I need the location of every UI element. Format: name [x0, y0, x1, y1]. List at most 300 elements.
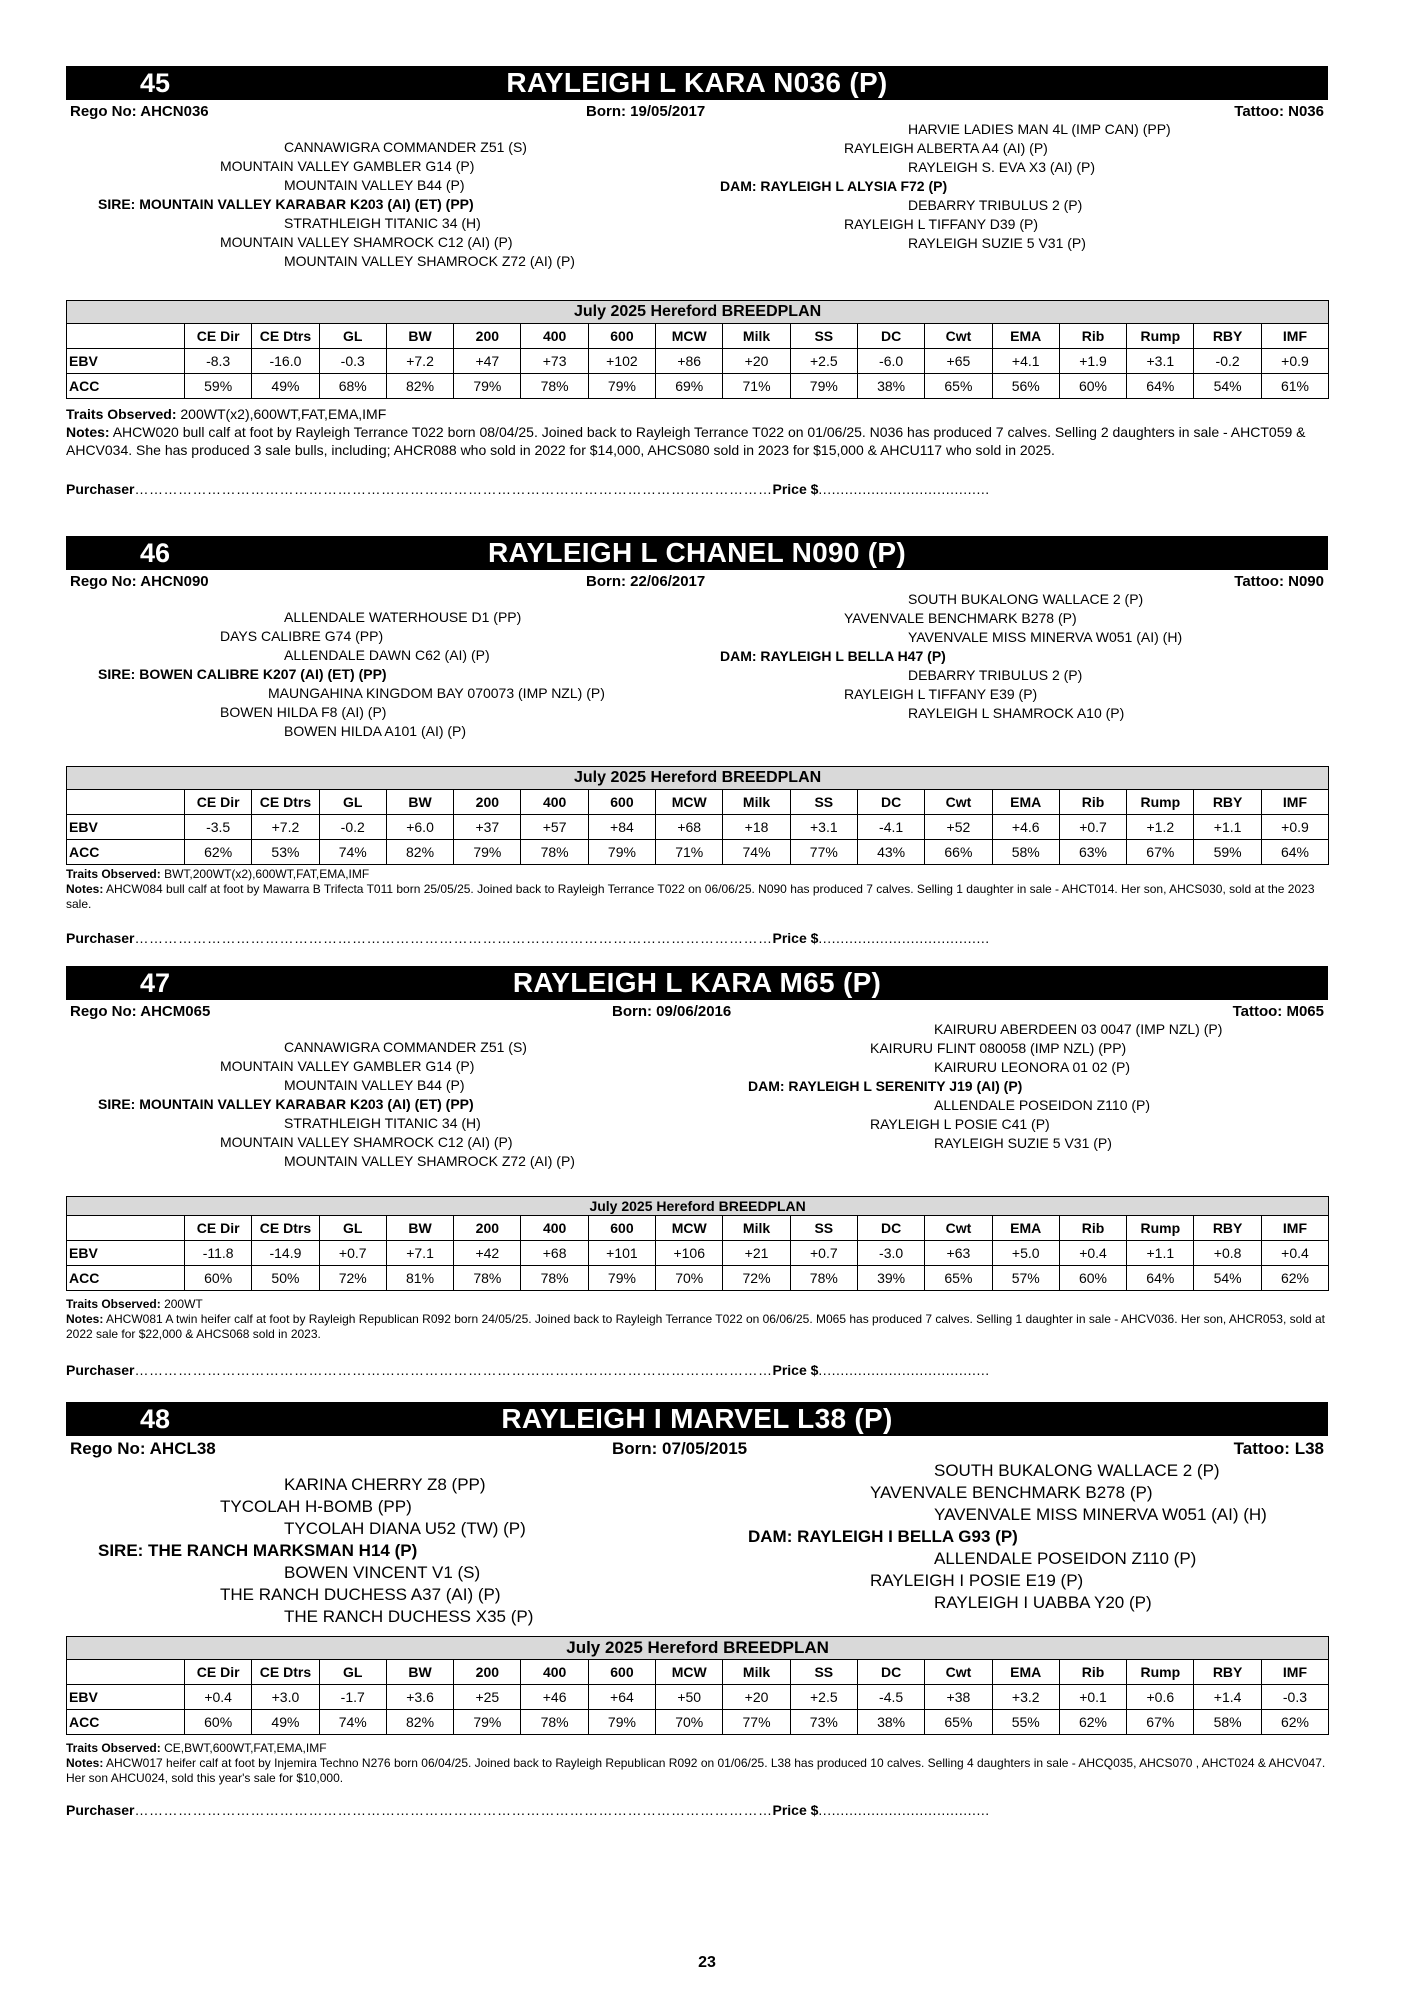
- breedplan-header-row: [67, 1660, 1329, 1685]
- ebv-cell: -16.0: [252, 349, 319, 374]
- pedigree-sire-granddam-dam: MOUNTAIN VALLEY SHAMROCK Z72 (AI) (P): [284, 1153, 575, 1169]
- ebv-cell: +7.2: [252, 815, 319, 840]
- traits-label: Traits Observed:: [66, 1297, 161, 1311]
- pedigree-dam-grandsire: YAVENVALE BENCHMARK B278 (P): [870, 1483, 1153, 1502]
- lot-47: [66, 966, 1328, 1380]
- header-cwt: Cwt: [925, 324, 992, 349]
- ebv-cell: +42: [454, 1241, 521, 1266]
- lot-notes: [66, 867, 1328, 912]
- header-dc: DC: [857, 790, 924, 815]
- price-label: Price $: [772, 481, 819, 497]
- acc-row: [67, 840, 1329, 865]
- acc-cell: 67%: [1127, 840, 1194, 865]
- header-imf: IMF: [1261, 324, 1328, 349]
- ebv-cell: +47: [454, 349, 521, 374]
- header-rby: RBY: [1194, 1216, 1261, 1241]
- lot-number: 45: [140, 68, 171, 98]
- header-imf: IMF: [1261, 1660, 1328, 1685]
- pedigree-sire-grandsire-dam: TYCOLAH DIANA U52 (TW) (P): [284, 1519, 526, 1538]
- acc-cell: 39%: [857, 1266, 924, 1291]
- ebv-cell: +38: [925, 1685, 992, 1710]
- pedigree-sire-granddam-sire: BOWEN VINCENT V1 (S): [284, 1563, 481, 1582]
- pedigree-sire-granddam-sire: MAUNGAHINA KINGDOM BAY 070073 (IMP NZL) (P): [268, 685, 605, 701]
- pedigree-dam-grandsire-sire: KAIRURU ABERDEEN 03 0047 (IMP NZL) (P): [934, 1021, 1223, 1037]
- lot-animal-name: RAYLEIGH I MARVEL L38 (P): [501, 1403, 893, 1434]
- header-rib: Rib: [1059, 790, 1126, 815]
- header-200: 200: [454, 324, 521, 349]
- acc-cell: 62%: [185, 840, 252, 865]
- ebv-cell: +0.4: [1059, 1241, 1126, 1266]
- ebv-cell: +3.1: [1127, 349, 1194, 374]
- header-ce-dir: CE Dir: [185, 790, 252, 815]
- header-ema: EMA: [992, 790, 1059, 815]
- header-mcw: MCW: [656, 790, 723, 815]
- acc-cell: 64%: [1127, 374, 1194, 399]
- acc-cell: 65%: [925, 374, 992, 399]
- tattoo: Tattoo: M065: [1232, 1003, 1324, 1020]
- lot-info-row: [66, 570, 1328, 590]
- acc-cell: 70%: [656, 1266, 723, 1291]
- acc-cell: 49%: [252, 374, 319, 399]
- traits-value: 200WT: [164, 1297, 203, 1311]
- ebv-cell: +21: [723, 1241, 790, 1266]
- header-gl: GL: [319, 1216, 386, 1241]
- header-ce-dir: CE Dir: [185, 1216, 252, 1241]
- notes-text: [66, 1312, 1328, 1342]
- ebv-row-label: EBV: [67, 349, 185, 374]
- acc-cell: 82%: [386, 840, 453, 865]
- acc-cell: 60%: [185, 1710, 252, 1735]
- breedplan-table: [66, 766, 1329, 865]
- header-bw: BW: [386, 324, 453, 349]
- acc-cell: 71%: [723, 374, 790, 399]
- pedigree-dam-grandsire-dam: RAYLEIGH S. EVA X3 (AI) (P): [908, 159, 1095, 175]
- rego-number: Rego No: AHCN090: [70, 573, 209, 590]
- traits-label: Traits Observed:: [66, 406, 177, 422]
- birth-date: Born: 19/05/2017: [586, 103, 706, 120]
- purchaser-line: Purchaser……………………………………………………………………………………………………………………Price $.......................................: [66, 1362, 990, 1378]
- notes-label: Notes:: [66, 424, 110, 440]
- breedplan-title: July 2025 Hereford BREEDPLAN: [67, 767, 1329, 790]
- pedigree-dam-grandsire-sire: SOUTH BUKALONG WALLACE 2 (P): [908, 591, 1144, 607]
- birth-date: Born: 07/05/2015: [612, 1439, 748, 1458]
- birth-date: Born: 22/06/2017: [586, 573, 706, 590]
- ebv-cell: -6.0: [857, 349, 924, 374]
- purchaser-line: Purchaser……………………………………………………………………………………………………………………Price $.......................................: [66, 1802, 990, 1818]
- pedigree-sire-granddam: THE RANCH DUCHESS A37 (AI) (P): [220, 1585, 501, 1604]
- ebv-cell: +0.4: [1261, 1241, 1328, 1266]
- header-ce-dtrs: CE Dtrs: [252, 1216, 319, 1241]
- pedigree-sire-granddam-dam: BOWEN HILDA A101 (AI) (P): [284, 723, 467, 739]
- header-600: 600: [588, 790, 655, 815]
- pedigree-dam-grandsire-sire: SOUTH BUKALONG WALLACE 2 (P): [934, 1461, 1220, 1480]
- ebv-cell: +2.5: [790, 349, 857, 374]
- ebv-cell: +84: [588, 815, 655, 840]
- acc-cell: 79%: [454, 1710, 521, 1735]
- header-mcw: MCW: [656, 324, 723, 349]
- pedigree-sire-granddam-dam: MOUNTAIN VALLEY SHAMROCK Z72 (AI) (P): [284, 253, 575, 269]
- lot-banner: [66, 1402, 1328, 1436]
- ebv-cell: +0.6: [1127, 1685, 1194, 1710]
- acc-cell: 78%: [790, 1266, 857, 1291]
- acc-cell: 60%: [1059, 1266, 1126, 1291]
- pedigree: [66, 590, 1328, 766]
- lot-46: [66, 536, 1328, 948]
- header-cwt: Cwt: [925, 1660, 992, 1685]
- ebv-cell: +7.1: [386, 1241, 453, 1266]
- pedigree-sire-granddam-sire: STRATHLEIGH TITANIC 34 (H): [284, 1115, 481, 1131]
- pedigree: [66, 1460, 1328, 1636]
- rego-number: Rego No: AHCL38: [70, 1439, 216, 1458]
- acc-cell: 61%: [1261, 374, 1328, 399]
- ebv-row: [67, 815, 1329, 840]
- pedigree-dam-grandsire-dam: YAVENVALE MISS MINERVA W051 (AI) (H): [908, 629, 1183, 645]
- ebv-cell: +0.9: [1261, 815, 1328, 840]
- pedigree-dam: DAM: RAYLEIGH I BELLA G93 (P): [748, 1527, 1018, 1546]
- price-label: Price $: [772, 1362, 819, 1378]
- header-200: 200: [454, 790, 521, 815]
- notes-value: AHCW017 heifer calf at foot by Injemira Techno N276 born 06/04/25. Joined back to Rayleigh Republican R092 on 01/06/25. L38 has produced 10 calves. Selling 4 daughters in sale - AHCQ035, AHCS070 , AHCT024 & AHCV047. Her son AHCU024, sold this year's sale for $10,000.: [66, 1756, 1326, 1785]
- header-blank: [67, 1660, 185, 1685]
- ebv-cell: -14.9: [252, 1241, 319, 1266]
- header-400: 400: [521, 1216, 588, 1241]
- acc-cell: 78%: [521, 1266, 588, 1291]
- header-400: 400: [521, 324, 588, 349]
- traits-value: BWT,200WT(x2),600WT,FAT,EMA,IMF: [164, 867, 370, 881]
- lot-number: 48: [140, 1404, 171, 1434]
- header-600: 600: [588, 324, 655, 349]
- pedigree-dam-granddam-dam: RAYLEIGH SUZIE 5 V31 (P): [908, 235, 1086, 251]
- pedigree-sire-grandsire-sire: CANNAWIGRA COMMANDER Z51 (S): [284, 139, 527, 155]
- notes-text: [66, 1756, 1328, 1786]
- acc-cell: 77%: [790, 840, 857, 865]
- header-cwt: Cwt: [925, 1216, 992, 1241]
- ebv-cell: +3.2: [992, 1685, 1059, 1710]
- acc-cell: 50%: [252, 1266, 319, 1291]
- acc-row: [67, 1710, 1329, 1735]
- traits-label: Traits Observed:: [66, 867, 161, 881]
- ebv-cell: +2.5: [790, 1685, 857, 1710]
- breedplan-table: [66, 1196, 1329, 1291]
- acc-cell: 78%: [454, 1266, 521, 1291]
- traits-observed: [66, 1297, 1328, 1312]
- header-ss: SS: [790, 324, 857, 349]
- acc-cell: 78%: [521, 374, 588, 399]
- pedigree-sire-grandsire-dam: ALLENDALE DAWN C62 (AI) (P): [284, 647, 490, 663]
- header-dc: DC: [857, 324, 924, 349]
- header-rump: Rump: [1127, 1216, 1194, 1241]
- acc-cell: 74%: [723, 840, 790, 865]
- ebv-cell: +102: [588, 349, 655, 374]
- ebv-cell: +68: [656, 815, 723, 840]
- pedigree-dam-grandsire-dam: KAIRURU LEONORA 01 02 (P): [934, 1059, 1131, 1075]
- pedigree-sire-grandsire: MOUNTAIN VALLEY GAMBLER G14 (P): [220, 1058, 475, 1074]
- acc-cell: 71%: [656, 840, 723, 865]
- acc-cell: 73%: [790, 1710, 857, 1735]
- breedplan-title: July 2025 Hereford BREEDPLAN: [67, 301, 1329, 324]
- header-ema: EMA: [992, 1660, 1059, 1685]
- acc-cell: 72%: [319, 1266, 386, 1291]
- ebv-cell: +68: [521, 1241, 588, 1266]
- birth-date: Born: 09/06/2016: [612, 1003, 732, 1020]
- ebv-cell: +101: [588, 1241, 655, 1266]
- header-rump: Rump: [1127, 1660, 1194, 1685]
- breedplan-table: [66, 300, 1329, 399]
- header-rby: RBY: [1194, 790, 1261, 815]
- traits-value: CE,BWT,600WT,FAT,EMA,IMF: [164, 1741, 327, 1755]
- ebv-cell: +46: [521, 1685, 588, 1710]
- acc-cell: 66%: [925, 840, 992, 865]
- price-label: Price $: [772, 1802, 819, 1818]
- ebv-cell: +7.2: [386, 349, 453, 374]
- header-ema: EMA: [992, 1216, 1059, 1241]
- lot-info-row: [66, 1436, 1328, 1460]
- header-rib: Rib: [1059, 1660, 1126, 1685]
- pedigree-dam-granddam-dam: RAYLEIGH SUZIE 5 V31 (P): [934, 1135, 1112, 1151]
- breedplan-title: July 2025 Hereford BREEDPLAN: [67, 1637, 1329, 1660]
- pedigree-sire-grandsire-sire: ALLENDALE WATERHOUSE D1 (PP): [284, 609, 522, 625]
- acc-cell: 58%: [992, 840, 1059, 865]
- ebv-cell: +1.1: [1127, 1241, 1194, 1266]
- ebv-cell: +20: [723, 1685, 790, 1710]
- pedigree-sire-granddam: MOUNTAIN VALLEY SHAMROCK C12 (AI) (P): [220, 234, 513, 250]
- header-bw: BW: [386, 790, 453, 815]
- header-rib: Rib: [1059, 1216, 1126, 1241]
- acc-cell: 57%: [992, 1266, 1059, 1291]
- ebv-cell: -4.5: [857, 1685, 924, 1710]
- lot-banner: [66, 536, 1328, 570]
- acc-cell: 79%: [588, 1710, 655, 1735]
- pedigree-dam-grandsire: RAYLEIGH ALBERTA A4 (AI) (P): [844, 140, 1048, 156]
- traits-observed: [66, 1741, 1328, 1756]
- tattoo: Tattoo: L38: [1233, 1439, 1324, 1458]
- ebv-cell: -0.3: [319, 349, 386, 374]
- acc-cell: 49%: [252, 1710, 319, 1735]
- acc-cell: 65%: [925, 1710, 992, 1735]
- ebv-row: [67, 1685, 1329, 1710]
- ebv-cell: -0.3: [1261, 1685, 1328, 1710]
- acc-cell: 78%: [521, 840, 588, 865]
- pedigree-sire-grandsire-sire: KARINA CHERRY Z8 (PP): [284, 1475, 486, 1494]
- acc-cell: 70%: [656, 1710, 723, 1735]
- lot-info-row: [66, 1000, 1328, 1020]
- ebv-cell: +0.7: [319, 1241, 386, 1266]
- purchaser-line: Purchaser……………………………………………………………………………………………………………………Price $.......................................: [66, 930, 990, 946]
- pedigree-sire-grandsire: TYCOLAH H-BOMB (PP): [220, 1497, 412, 1516]
- ebv-cell: +0.9: [1261, 349, 1328, 374]
- lot-banner: [66, 66, 1328, 100]
- acc-cell: 38%: [857, 1710, 924, 1735]
- pedigree-dam-granddam: RAYLEIGH L POSIE C41 (P): [870, 1116, 1050, 1132]
- header-rump: Rump: [1127, 324, 1194, 349]
- purchaser-line: Purchaser……………………………………………………………………………………………………………………Price $.......................................: [66, 481, 990, 497]
- ebv-cell: +5.0: [992, 1241, 1059, 1266]
- acc-cell: 65%: [925, 1266, 992, 1291]
- page-number: 23: [698, 1954, 716, 1971]
- header-ss: SS: [790, 1660, 857, 1685]
- acc-cell: 79%: [588, 374, 655, 399]
- ebv-cell: +0.1: [1059, 1685, 1126, 1710]
- breedplan-header-row: [67, 324, 1329, 349]
- ebv-cell: -11.8: [185, 1241, 252, 1266]
- ebv-cell: +106: [656, 1241, 723, 1266]
- lot-notes: [66, 1297, 1328, 1342]
- header-400: 400: [521, 790, 588, 815]
- header-ce-dir: CE Dir: [185, 1660, 252, 1685]
- acc-cell: 74%: [319, 840, 386, 865]
- pedigree-dam-grandsire: KAIRURU FLINT 080058 (IMP NZL) (PP): [870, 1040, 1127, 1056]
- header-blank: [67, 324, 185, 349]
- pedigree-sire-grandsire-dam: MOUNTAIN VALLEY B44 (P): [284, 1077, 465, 1093]
- header-200: 200: [454, 1216, 521, 1241]
- lot-48: [66, 1402, 1328, 1820]
- header-milk: Milk: [723, 790, 790, 815]
- header-blank: [67, 1216, 185, 1241]
- header-ss: SS: [790, 790, 857, 815]
- price-label: Price $: [772, 930, 819, 946]
- pedigree-dam-grandsire: YAVENVALE BENCHMARK B278 (P): [844, 610, 1077, 626]
- ebv-cell: +86: [656, 349, 723, 374]
- ebv-cell: +37: [454, 815, 521, 840]
- tattoo: Tattoo: N036: [1234, 103, 1324, 120]
- acc-row-label: ACC: [67, 1266, 185, 1291]
- header-gl: GL: [319, 1660, 386, 1685]
- ebv-cell: +1.2: [1127, 815, 1194, 840]
- acc-row-label: ACC: [67, 840, 185, 865]
- acc-cell: 79%: [454, 840, 521, 865]
- traits-label: Traits Observed:: [66, 1741, 161, 1755]
- pedigree-dam-granddam-dam: RAYLEIGH I UABBA Y20 (P): [934, 1593, 1152, 1612]
- pedigree-dam-granddam: RAYLEIGH L TIFFANY D39 (P): [844, 216, 1038, 232]
- pedigree-dam-granddam-sire: ALLENDALE POSEIDON Z110 (P): [934, 1097, 1151, 1113]
- acc-cell: 58%: [1194, 1710, 1261, 1735]
- pedigree-dam: DAM: RAYLEIGH L ALYSIA F72 (P): [720, 178, 948, 194]
- ebv-cell: -4.1: [857, 815, 924, 840]
- ebv-cell: +50: [656, 1685, 723, 1710]
- acc-cell: 60%: [1059, 374, 1126, 399]
- purchaser-label: Purchaser: [66, 1362, 135, 1378]
- header-gl: GL: [319, 324, 386, 349]
- pedigree-dam-granddam-sire: DEBARRY TRIBULUS 2 (P): [908, 197, 1083, 213]
- header-dc: DC: [857, 1660, 924, 1685]
- acc-cell: 81%: [386, 1266, 453, 1291]
- ebv-cell: +0.7: [1059, 815, 1126, 840]
- acc-row-label: ACC: [67, 1710, 185, 1735]
- ebv-row: [67, 1241, 1329, 1266]
- ebv-cell: +0.7: [790, 1241, 857, 1266]
- header-bw: BW: [386, 1660, 453, 1685]
- lot-animal-name: RAYLEIGH L CHANEL N090 (P): [487, 537, 907, 568]
- ebv-row-label: EBV: [67, 1685, 185, 1710]
- acc-cell: 62%: [1059, 1710, 1126, 1735]
- acc-cell: 79%: [454, 374, 521, 399]
- pedigree: [66, 1020, 1328, 1196]
- ebv-cell: +25: [454, 1685, 521, 1710]
- acc-cell: 62%: [1261, 1266, 1328, 1291]
- pedigree-sire-grandsire-sire: CANNAWIGRA COMMANDER Z51 (S): [284, 1039, 527, 1055]
- notes-value: AHCW020 bull calf at foot by Rayleigh Terrance T022 born 08/04/25. Joined back to Rayleigh Terrance T022 on 01/06/25. N036 has produced 7 calves. Selling 2 daughters in sale - AHCT059 & AHCV034. She has produced 3 sale bulls, including; AHCR088 who sold in 2022 for $14,000, AHCS080 sold in 2023 for $15,000 & AHCU117 who sold in 2025.: [66, 424, 1306, 458]
- ebv-row-label: EBV: [67, 815, 185, 840]
- acc-cell: 55%: [992, 1710, 1059, 1735]
- header-mcw: MCW: [656, 1216, 723, 1241]
- pedigree-dam: DAM: RAYLEIGH L SERENITY J19 (AI) (P): [748, 1078, 1023, 1094]
- acc-cell: 43%: [857, 840, 924, 865]
- notes-label: Notes:: [66, 1312, 104, 1326]
- lot-number: 46: [140, 538, 171, 568]
- ebv-cell: +3.0: [252, 1685, 319, 1710]
- pedigree-sire-granddam: MOUNTAIN VALLEY SHAMROCK C12 (AI) (P): [220, 1134, 513, 1150]
- lot-info-row: [66, 100, 1328, 120]
- ebv-cell: +63: [925, 1241, 992, 1266]
- header-ce-dtrs: CE Dtrs: [252, 790, 319, 815]
- acc-cell: 53%: [252, 840, 319, 865]
- acc-cell: 68%: [319, 374, 386, 399]
- header-gl: GL: [319, 790, 386, 815]
- acc-cell: 67%: [1127, 1710, 1194, 1735]
- header-600: 600: [588, 1660, 655, 1685]
- header-imf: IMF: [1261, 1216, 1328, 1241]
- acc-cell: 79%: [588, 840, 655, 865]
- purchaser-label: Purchaser: [66, 481, 135, 497]
- ebv-cell: +57: [521, 815, 588, 840]
- header-rib: Rib: [1059, 324, 1126, 349]
- breedplan-title: July 2025 Hereford BREEDPLAN: [67, 1197, 1329, 1216]
- pedigree-sire: SIRE: THE RANCH MARKSMAN H14 (P): [98, 1541, 418, 1560]
- acc-cell: 72%: [723, 1266, 790, 1291]
- acc-cell: 54%: [1194, 374, 1261, 399]
- pedigree-dam-granddam-dam: RAYLEIGH L SHAMROCK A10 (P): [908, 705, 1125, 721]
- notes-label: Notes:: [66, 1756, 104, 1770]
- acc-cell: 59%: [185, 374, 252, 399]
- pedigree-dam-granddam-sire: ALLENDALE POSEIDON Z110 (P): [934, 1549, 1197, 1568]
- pedigree-dam-granddam: RAYLEIGH I POSIE E19 (P): [870, 1571, 1084, 1590]
- ebv-cell: +3.6: [386, 1685, 453, 1710]
- acc-cell: 59%: [1194, 840, 1261, 865]
- header-rby: RBY: [1194, 1660, 1261, 1685]
- header-blank: [67, 790, 185, 815]
- lot-banner: [66, 966, 1328, 1000]
- notes-value: AHCW084 bull calf at foot by Mawarra B Trifecta T011 born 25/05/25. Joined back to Rayleigh Terrance T022 on 06/06/25. N090 has produced 7 calves. Selling 1 daughter in sale - AHCT014. Her son, AHCS030, sold at the 2023 sale.: [66, 882, 1315, 911]
- acc-row: [67, 374, 1329, 399]
- header-bw: BW: [386, 1216, 453, 1241]
- acc-cell: 64%: [1261, 840, 1328, 865]
- lot-animal-name: RAYLEIGH L KARA N036 (P): [506, 67, 888, 98]
- header-ema: EMA: [992, 324, 1059, 349]
- acc-cell: 79%: [588, 1266, 655, 1291]
- acc-cell: 82%: [386, 1710, 453, 1735]
- ebv-cell: +18: [723, 815, 790, 840]
- tattoo: Tattoo: N090: [1234, 573, 1324, 590]
- header-milk: Milk: [723, 1660, 790, 1685]
- acc-cell: 38%: [857, 374, 924, 399]
- ebv-cell: -3.5: [185, 815, 252, 840]
- header-rump: Rump: [1127, 790, 1194, 815]
- breedplan-header-row: [67, 790, 1329, 815]
- acc-row: [67, 1266, 1329, 1291]
- ebv-cell: +73: [521, 349, 588, 374]
- acc-cell: 54%: [1194, 1266, 1261, 1291]
- notes-text: [66, 882, 1328, 912]
- ebv-cell: -8.3: [185, 349, 252, 374]
- acc-cell: 82%: [386, 374, 453, 399]
- pedigree-sire-granddam-dam: THE RANCH DUCHESS X35 (P): [284, 1607, 534, 1626]
- pedigree-sire: SIRE: BOWEN CALIBRE K207 (AI) (ET) (PP): [98, 666, 387, 682]
- header-ce-dtrs: CE Dtrs: [252, 1660, 319, 1685]
- lot-45: [66, 66, 1328, 499]
- header-imf: IMF: [1261, 790, 1328, 815]
- pedigree-sire-granddam: BOWEN HILDA F8 (AI) (P): [220, 704, 387, 720]
- header-400: 400: [521, 1660, 588, 1685]
